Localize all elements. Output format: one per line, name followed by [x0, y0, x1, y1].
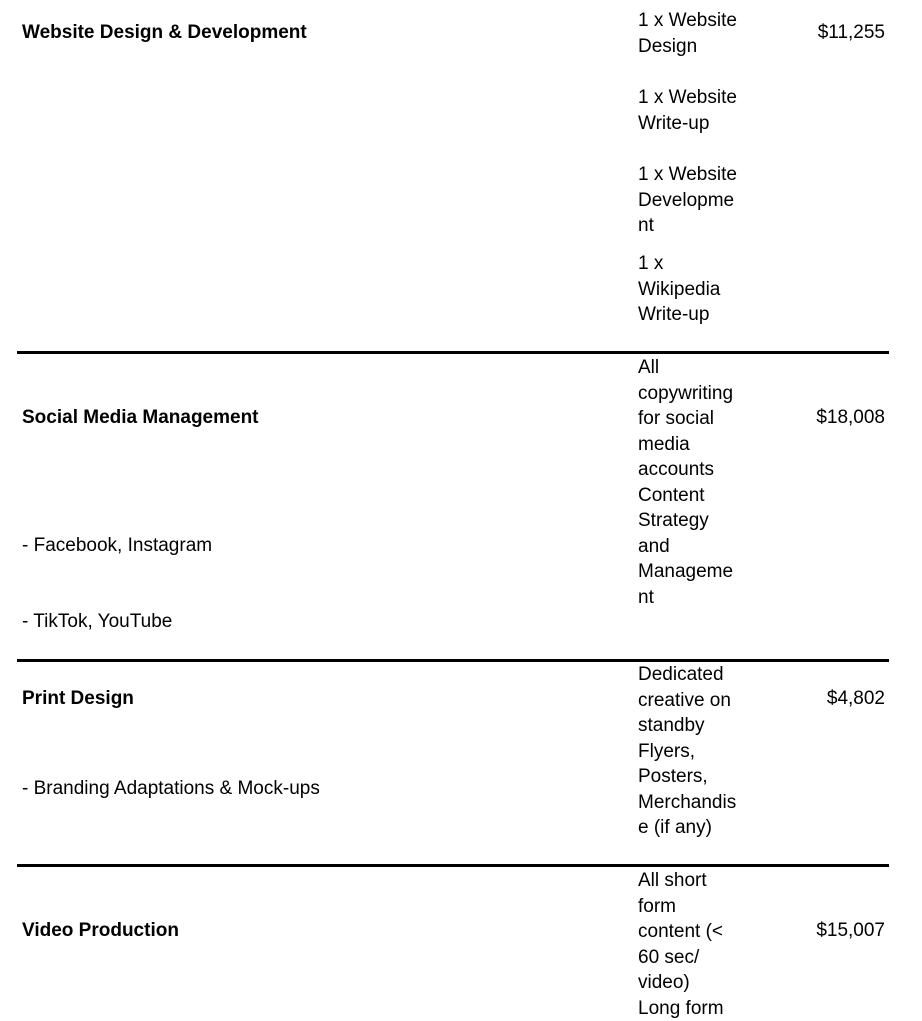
- section-divider: [17, 864, 889, 867]
- section-price: $4,802: [826, 688, 885, 709]
- section-subitem: - Branding Adaptations & Mock-ups: [22, 778, 320, 799]
- line-item: All copywriting for social media accounts Content Strategy and Manageme nt: [638, 357, 734, 608]
- line-item: 1 x Website Design: [638, 10, 737, 57]
- section-title: Social Media Management: [22, 407, 259, 428]
- line-item: 1 x Website Developme nt: [638, 164, 737, 236]
- section-subitem: - TikTok, YouTube: [22, 611, 173, 632]
- section-title: Print Design: [22, 688, 134, 709]
- section-subitem: - Facebook, Instagram: [22, 535, 213, 556]
- section-price: $15,007: [816, 920, 885, 941]
- section-title: Video Production: [22, 920, 179, 941]
- section-divider: [17, 659, 889, 662]
- section-price: $11,255: [817, 22, 885, 43]
- section-title: Website Design & Development: [22, 22, 307, 43]
- line-item: All short form content (< 60 sec/ video) Long form: [638, 870, 724, 1019]
- line-item: 1 x Website Write-up: [638, 87, 737, 134]
- section-divider: [17, 351, 889, 354]
- line-item: 1 x Wikipedia Write-up: [638, 253, 721, 325]
- line-item: Dedicated creative on standby Flyers, Posters, Merchandis e (if any): [638, 664, 737, 838]
- section-price: $18,008: [816, 407, 885, 428]
